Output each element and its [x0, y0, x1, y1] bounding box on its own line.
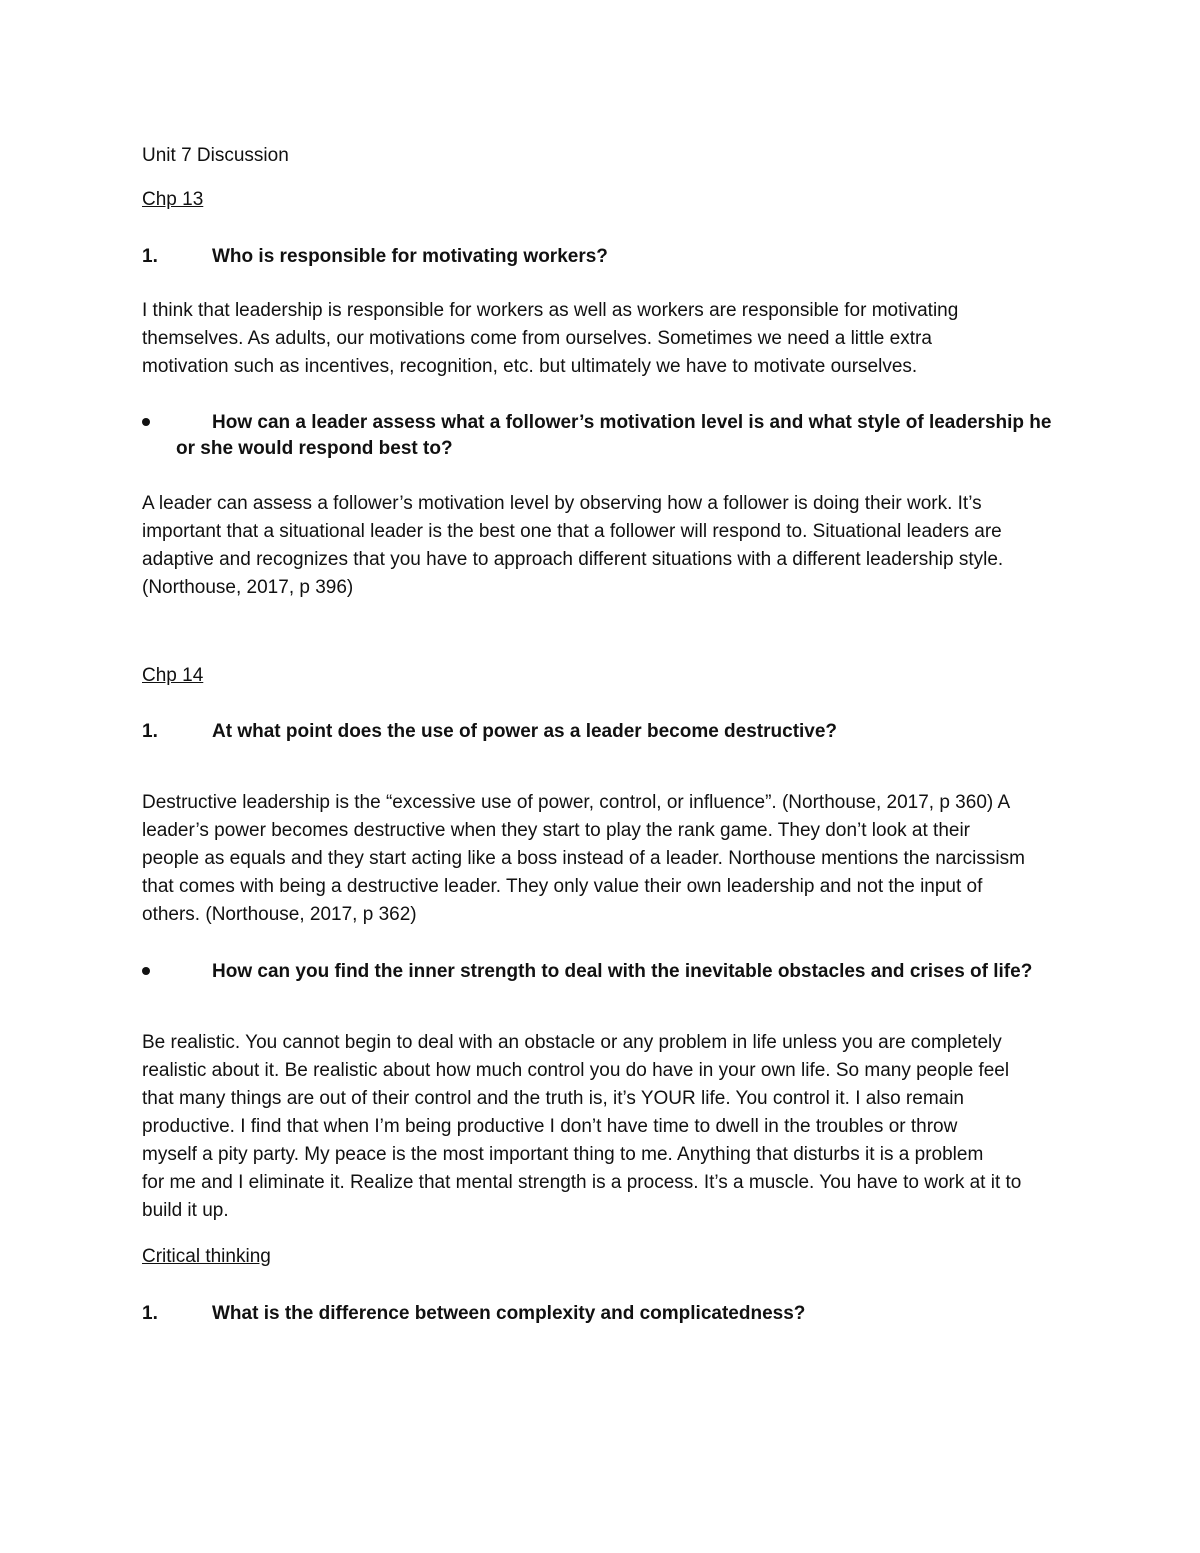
chp14-heading: Chp 14 — [142, 665, 204, 686]
critical-heading: Critical thinking — [142, 1246, 271, 1267]
chp14-a1-line: leader’s power becomes destructive when they start to play the rank game. They don’t look at their — [142, 820, 971, 841]
chp13-a1-line: motivation such as incentives, recognition, etc. but ultimately we have to motivate ourselves. — [142, 356, 918, 377]
chp14-q1-text: At what point does the use of power as a leader become destructive? — [212, 721, 838, 742]
document-title: Unit 7 Discussion — [142, 145, 289, 166]
chp13-q1-number: 1. — [142, 246, 158, 267]
chp13-a2-line: adaptive and recognizes that you have to approach different situations with a different leadership style. — [142, 549, 1004, 570]
chp13-a1-line: themselves. As adults, our motivations come from ourselves. Sometimes we need a little extra — [142, 328, 932, 349]
chp13-q2-line: or she would respond best to? — [176, 438, 453, 459]
chp14-q1-number: 1. — [142, 721, 158, 742]
chp13-q1-text: Who is responsible for motivating workers? — [212, 246, 608, 267]
chp13-a1-line: I think that leadership is responsible for workers as well as workers are responsible for motivating — [142, 300, 959, 321]
chp13-heading: Chp 13 — [142, 189, 204, 210]
chp14-q2-text: How can you find the inner strength to deal with the inevitable obstacles and crises of life? — [212, 961, 1033, 982]
chp14-a2-line: for me and I eliminate it. Realize that mental strength is a process. It’s a muscle. You have to work at it to — [142, 1172, 1022, 1193]
chp13-a2-line: (Northouse, 2017, p 396) — [142, 577, 354, 598]
chp14-a2-line: build it up. — [142, 1200, 229, 1221]
chp14-a1-line: that comes with being a destructive leader. They only value their own leadership and not the input of — [142, 876, 983, 897]
chp13-a2-line: important that a situational leader is the best one that a follower will respond to. Situational leaders are — [142, 521, 1002, 542]
chp13-a2-line: A leader can assess a follower’s motivation level by observing how a follower is doing their work. It’s — [142, 493, 982, 514]
chp13-q2-line: How can a leader assess what a follower’s motivation level is and what style of leadership he — [212, 412, 1052, 433]
chp14-a2-line: Be realistic. You cannot begin to deal with an obstacle or any problem in life unless you are completely — [142, 1032, 1002, 1053]
critical-q1-number: 1. — [142, 1303, 158, 1324]
chp14-a2-line: realistic about it. Be realistic about how much control you do have in your own life. So many people feel — [142, 1060, 1010, 1081]
chp14-a1-line: people as equals and they start acting like a boss instead of a leader. Northouse mentions the narcissism — [142, 848, 1025, 869]
critical-q1-text: What is the difference between complexity and complicatedness? — [212, 1303, 806, 1324]
chp14-a2-line: myself a pity party. My peace is the most important thing to me. Anything that disturbs it is a problem — [142, 1144, 984, 1165]
bullet-icon — [142, 967, 150, 975]
bullet-icon — [142, 418, 150, 426]
chp14-a1-line: others. (Northouse, 2017, p 362) — [142, 904, 417, 925]
chp14-a1-line: Destructive leadership is the “excessive use of power, control, or influence”. (Northouse, 2017, p 360) A — [142, 792, 1011, 813]
chp14-a2-line: productive. I find that when I’m being productive I don’t have time to dwell in the troubles or throw — [142, 1116, 958, 1137]
chp14-a2-line: that many things are out of their control and the truth is, it’s YOUR life. You control it. I also remain — [142, 1088, 965, 1109]
